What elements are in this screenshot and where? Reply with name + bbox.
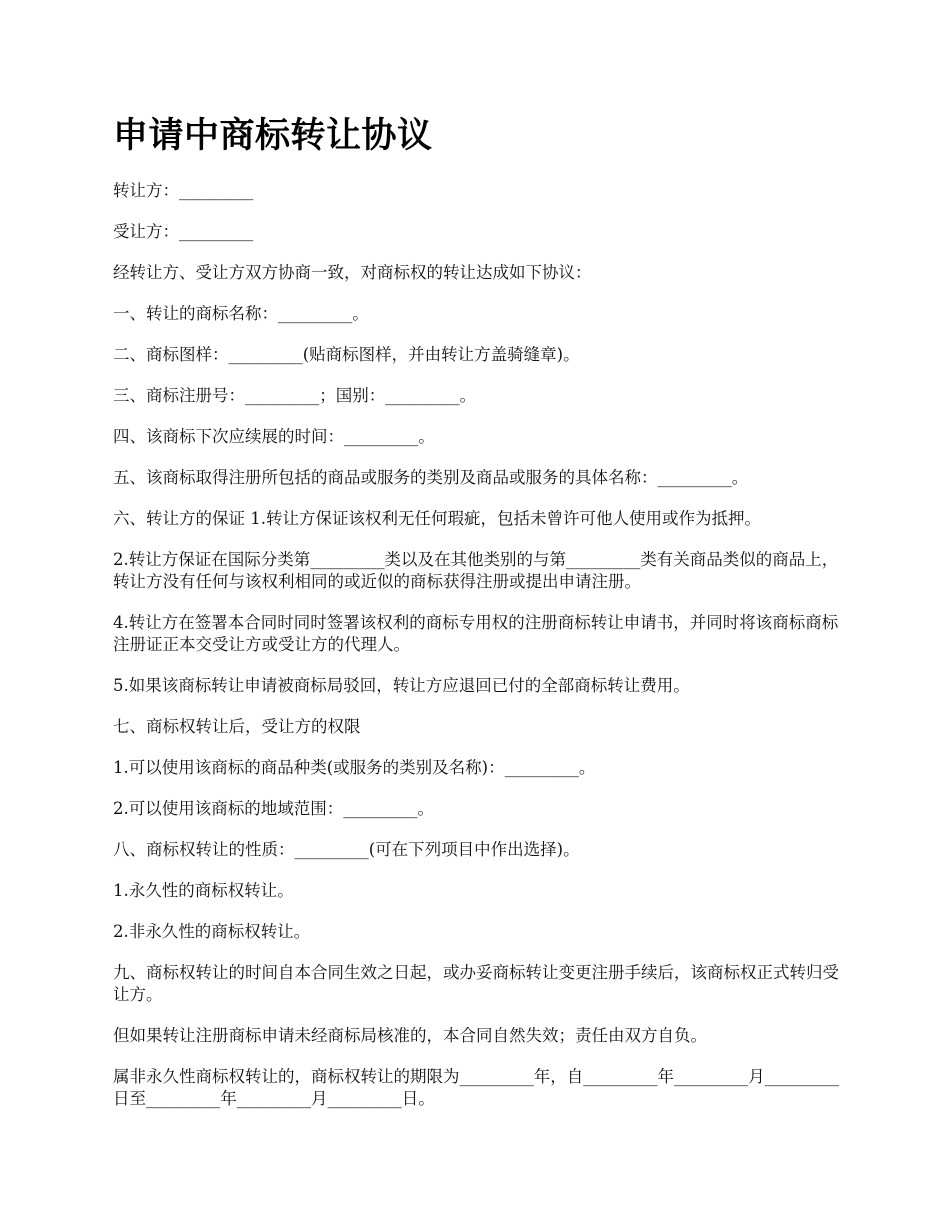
paragraph-clause-6-5: 5.如果该商标转让申请被商标局驳回，转让方应退回已付的全部商标转让费用。	[113, 676, 690, 695]
paragraph-clause-3: 三、商标注册号：_________；国别：_________。	[113, 386, 476, 405]
paragraph-clause-7-2: 2.可以使用该商标的地域范围：_________。	[113, 799, 434, 818]
paragraph-clause-9-term: 属非永久性商标权转让的，商标权转让的期限为_________年，自_________年_________月_________日至_________年_________月_________日。	[113, 1067, 839, 1108]
paragraph-clause-9: 九、商标权转让的时间自本合同生效之日起，或办妥商标转让变更注册手续后，该商标权正式转归受让方。	[113, 963, 839, 1004]
paragraph-clause-6: 六、转让方的保证 1.转让方保证该权利无任何瑕疵，包括未曾许可他人使用或作为抵押。	[113, 509, 761, 528]
document-page	[113, 112, 843, 1129]
paragraph-clause-6-4: 4.转让方在签署本合同时同时签署该权利的商标专用权的注册商标转让申请书，并同时将该商标商标注册证正本交受让方或受让方的代理人。	[113, 613, 839, 654]
paragraph-clause-9-note: 但如果转让注册商标申请未经商标局核准的，本合同自然失效；责任由双方自负。	[113, 1026, 707, 1045]
paragraph-transferor: 转让方：_________	[113, 181, 254, 200]
paragraph-clause-1: 一、转让的商标名称：_________。	[113, 304, 369, 323]
paragraph-clause-8-1: 1.永久性的商标权转让。	[113, 881, 294, 900]
paragraph-clause-6-2: 2.转让方保证在国际分类第_________类以及在其他类别的与第_________类有关商品类似的商品上，转让方没有任何与该权利相同的或近似的商标获得注册或提出申请注册。	[113, 550, 839, 591]
paragraph-clause-8: 八、商标权转让的性质：_________(可在下列项目中作出选择)。	[113, 840, 580, 859]
paragraph-preamble: 经转让方、受让方双方协商一致，对商标权的转让达成如下协议：	[113, 263, 592, 282]
paragraph-clause-7: 七、商标权转让后，受让方的权限	[113, 717, 361, 736]
paragraph-clause-7-1: 1.可以使用该商标的商品种类(或服务的类别及名称)：_________。	[113, 758, 596, 777]
document-title: 申请中商标转让协议	[113, 116, 433, 156]
document-body	[113, 180, 843, 1110]
paragraph-clause-4: 四、该商标下次应续展的时间：_________。	[113, 427, 435, 446]
paragraph-clause-5: 五、该商标取得注册所包括的商品或服务的类别及商品或服务的具体名称：_________。	[113, 468, 749, 487]
paragraph-transferee: 受让方：_________	[113, 222, 254, 241]
paragraph-clause-8-2: 2.非永久性的商标权转让。	[113, 922, 311, 941]
paragraph-clause-2: 二、商标图样：_________(贴商标图样，并由转让方盖骑缝章)。	[113, 345, 580, 364]
